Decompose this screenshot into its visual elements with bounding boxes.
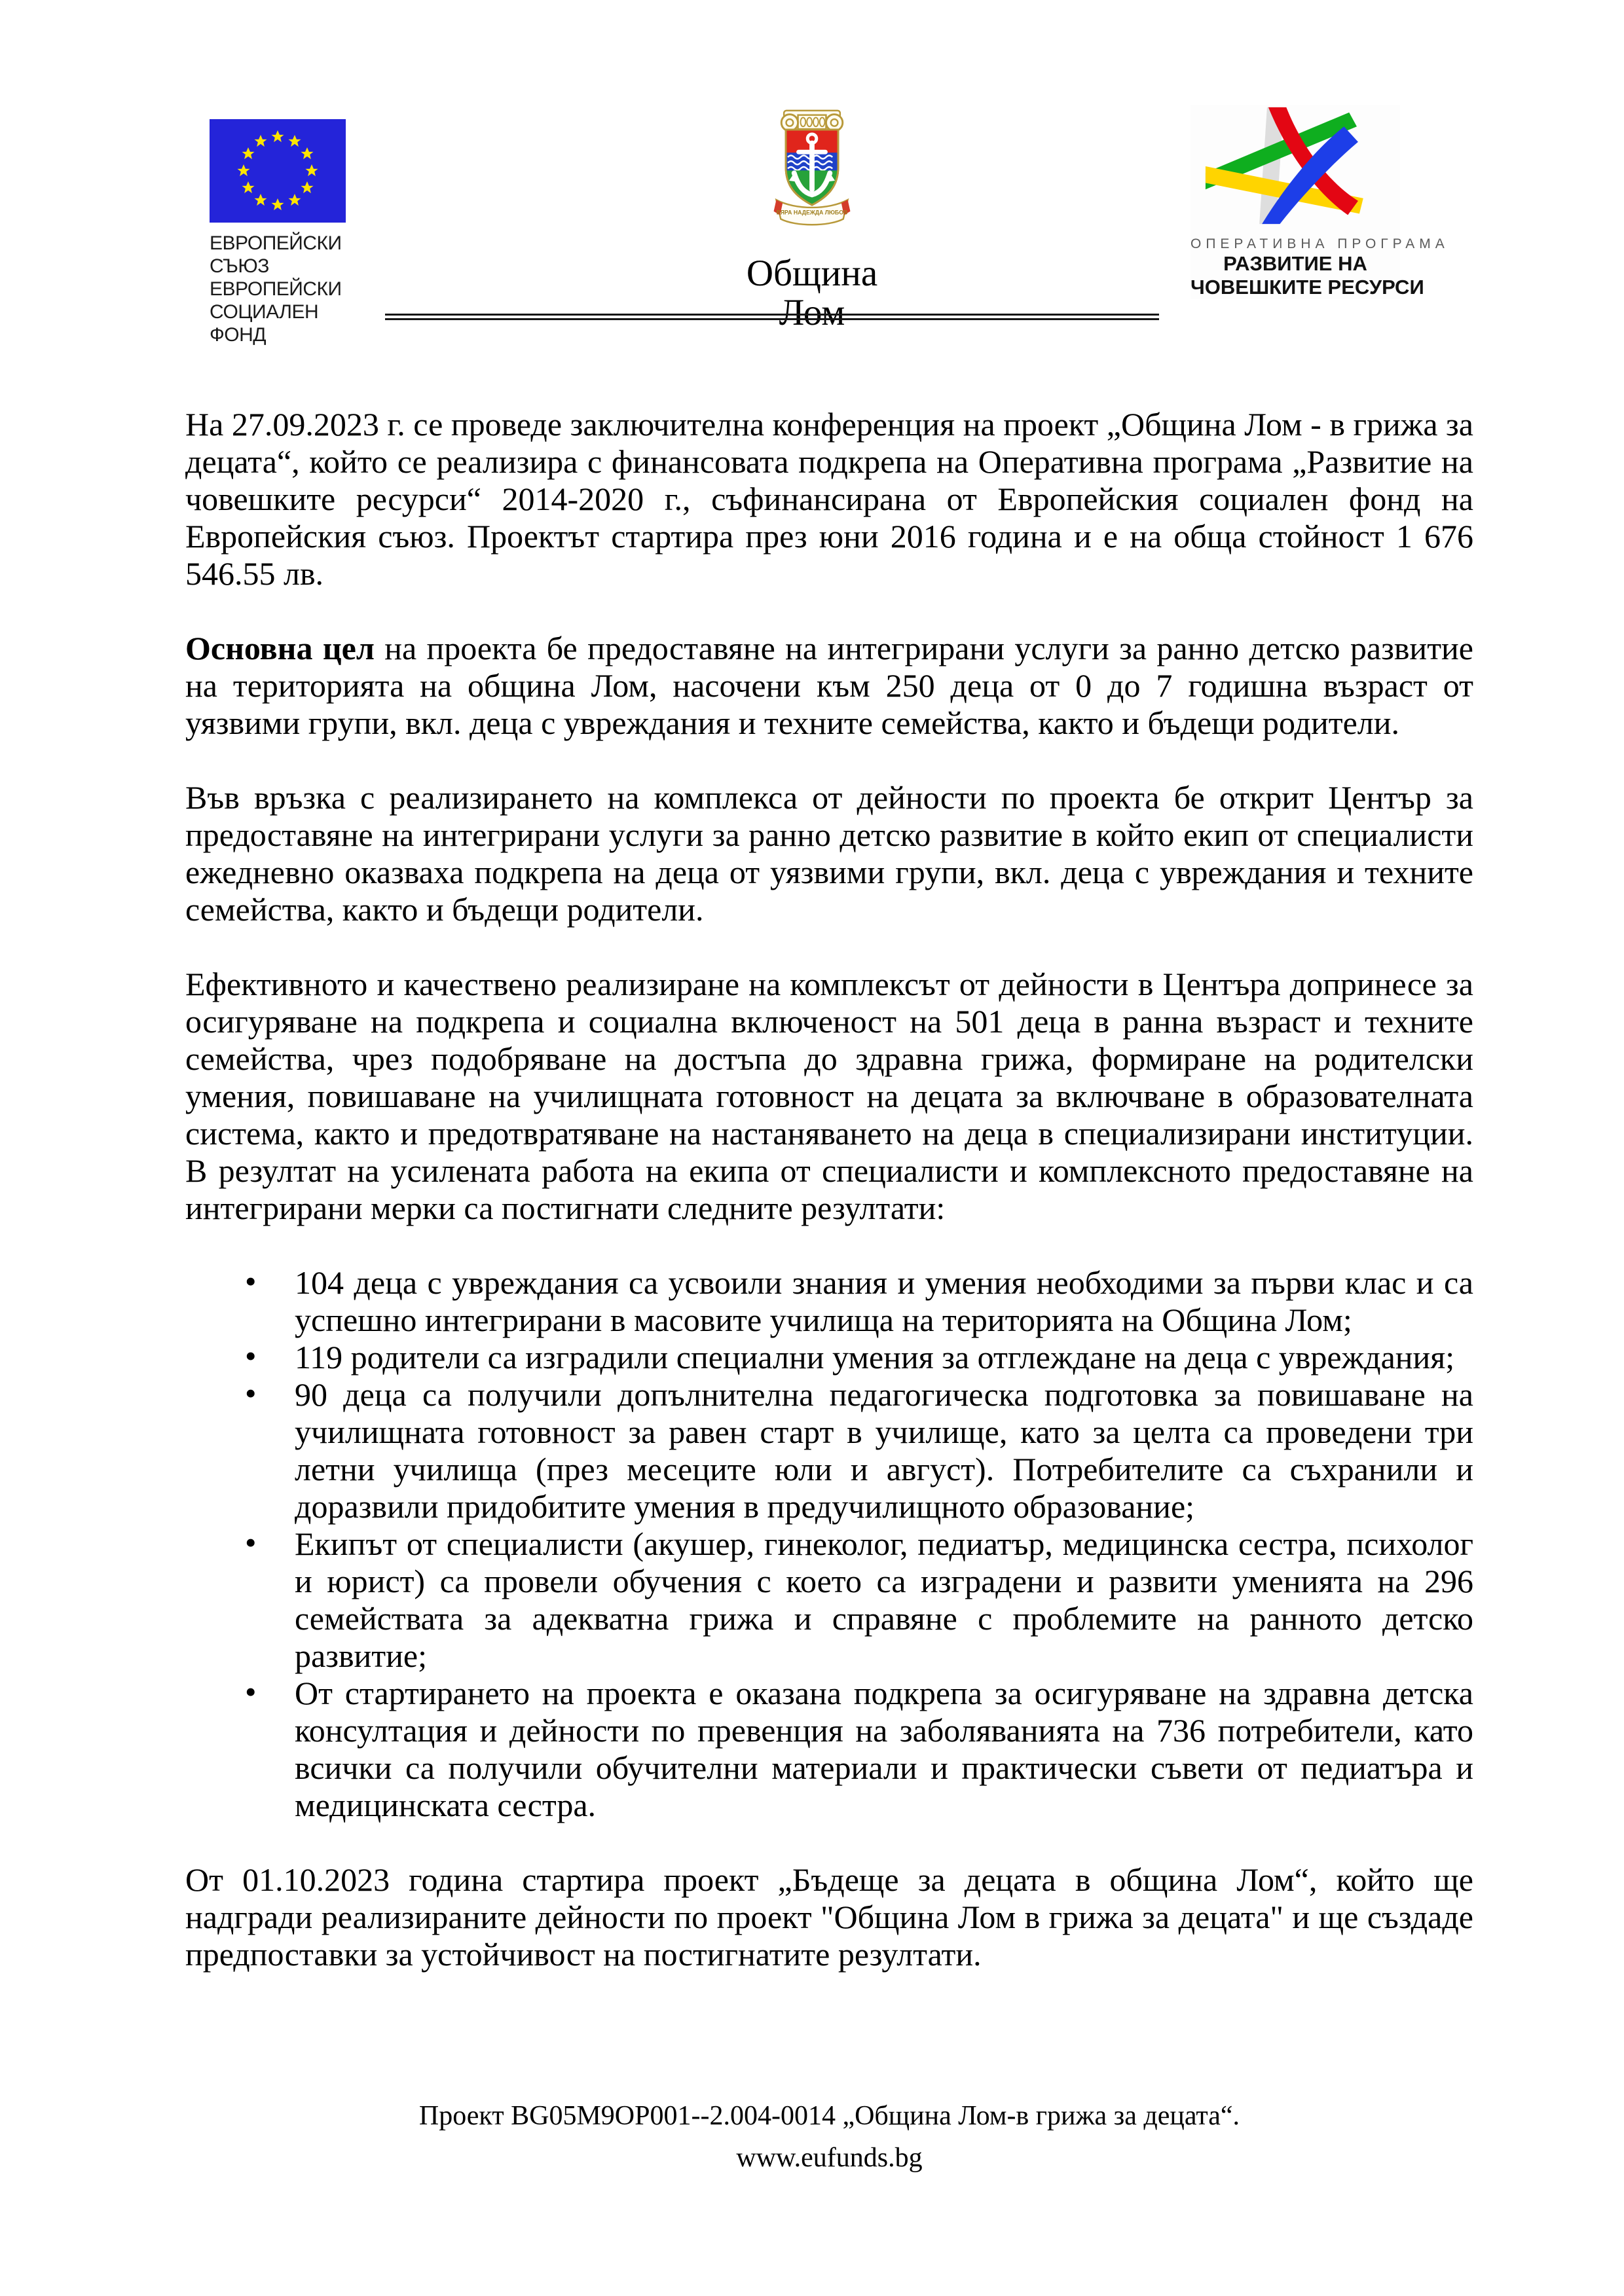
ophrd-logo-block	[1190, 105, 1449, 299]
ophrd-title-line2: ЧОВЕШКИТЕ РЕСУРСИ	[1190, 276, 1424, 299]
paragraph-5: От 01.10.2023 година стартира проект „Бъдеще за децата в община Лом“, който ще надгради реализираните дейности по проект "Община Лом в грижа за децата" и ще създаде предпоставки за устойчивост на постигнатите резултати.	[185, 1861, 1473, 1973]
paragraph-4: Ефективното и качествено реализиране на комплексът от дейности в Центъра допринесе за осигуряване на подкрепа и социална включеност на 501 деца в ранна възраст и техните семейства, чрез подобряване на достъпа до здравна грижа, формиране на родителски умения, повишаване на училищната готовност на децата за включване в образователната система, както и предотвратяване на настаняването на деца в специализирани институции. В резултат на усилената работа на екипа от специалисти и комплексното предоставяне на интегрирани мерки са постигнати следните резултати:	[185, 966, 1473, 1226]
eu-flag-icon	[210, 119, 346, 223]
eu-caption-line2: ЕВРОПЕЙСКИ	[210, 278, 342, 300]
paragraph-2	[185, 630, 1473, 742]
bullet-dot-icon: •	[245, 1338, 257, 1374]
eu-caption-line1: ЕВРОПЕЙСКИ СЪЮЗ	[210, 232, 342, 277]
ophrd-title-line1: РАЗВИТИЕ НА	[1223, 252, 1367, 275]
paragraph-2-text: на проекта бе предоставяне на интегрирани услуги за ранно детско развитие на територията на община Лом, насочени към 250 деца от 0 до 7 годишна възраст от уязвими групи, вкл. деца с увреждания и техните семейства, както и бъдещи родители.	[185, 630, 1473, 741]
bullet-dot-icon: •	[245, 1375, 257, 1412]
footer-website-url: www.eufunds.bg	[736, 2143, 923, 2173]
ophrd-ribbons-icon	[1204, 105, 1387, 227]
paragraph-3: Във връзка с реализирането на комплекса от дейности по проекта бе открит Център за предоставяне на интегрирани услуги за ранно детско развитие в който екип от специалисти ежедневно оказваха подкрепа на деца от уязвими групи, вкл. деца с увреждания и техните семейства, както и бъдещи родители.	[185, 779, 1473, 928]
ophrd-programme-label: ОПЕРАТИВНА ПРОГРАМА	[1190, 236, 1449, 251]
paragraph-1: На 27.09.2023 г. се проведе заключителна конференция на проект „Община Лом - в грижа за децата“, който се реализира с финансовата подкрепа на Оперативна програма „Развитие на човешките ресурси“ 2014-2020 г., съфинансирана от Европейския социален фонд на Европейския съюз. Проектът стартира през юни 2016 година и е на обща стойност 1 676 546.55 лв.	[185, 406, 1473, 592]
bullet-text: 119 родители са изградили специални умения за отглеждане на деца с увреждания;	[295, 1339, 1455, 1376]
municipality-name: Община Лом	[746, 253, 878, 333]
eu-logo-block	[210, 119, 380, 346]
eu-caption-line3: СОЦИАЛЕН ФОНД	[210, 301, 319, 346]
bullet-dot-icon: •	[245, 1673, 257, 1710]
arms-motto-text: ВЯРА НАДЕЖДА ЛЮБОВ	[776, 209, 848, 216]
bullet-item	[185, 1675, 1473, 1824]
document-footer	[185, 2095, 1473, 2179]
bullet-text: От стартирането на проекта е оказана подкрепа за осигуряване на здравна детска консултация и дейности по превенция на заболяванията на 736 потребители, като всички са получили обучителни материали и практически съвети от педиатъра и медицинската сестра.	[295, 1675, 1473, 1823]
document-body	[185, 406, 1473, 2011]
eu-logo-caption	[210, 232, 380, 346]
bullet-item	[185, 1525, 1473, 1675]
bullet-text: 90 деца са получили допълнителна педагогическа подготовка за повишаване на училищната готовност за равен старт в училище, като за целта са проведени три летни училища (през месеците юли и август). Потребителите са съхранили и доразвили придобитите умения в предучилищното образование;	[295, 1376, 1473, 1525]
footer-project-reference: Проект BG05M9OP001--2.004-0014 „Община Лом-в грижа за децата“.	[418, 2101, 1240, 2131]
paragraph-2-bold-lead: Основна цел	[185, 630, 375, 666]
bullet-text: Екипът от специалисти (акушер, гинеколог, педиатър, медицинска сестра, психолог и юрист) са провели обучения с което са изградени и развити уменията на 296 семействата за адекватна грижа и справяне с проблемите на ранното детско развитие;	[295, 1525, 1473, 1674]
bullet-item	[185, 1264, 1473, 1339]
bullet-text: 104 деца с увреждания са усвоили знания и умения необходими за първи клас и са успешно интегрирани в масовите училища на територията на Община Лом;	[295, 1264, 1473, 1338]
municipality-logo-block	[720, 107, 904, 333]
header-divider-line	[385, 314, 1159, 320]
bullet-item	[185, 1376, 1473, 1525]
bullet-dot-icon: •	[245, 1263, 257, 1300]
bullet-dot-icon: •	[245, 1524, 257, 1561]
lom-coat-of-arms-icon	[769, 107, 855, 231]
results-bullet-list	[185, 1264, 1473, 1824]
bullet-item	[185, 1339, 1473, 1376]
